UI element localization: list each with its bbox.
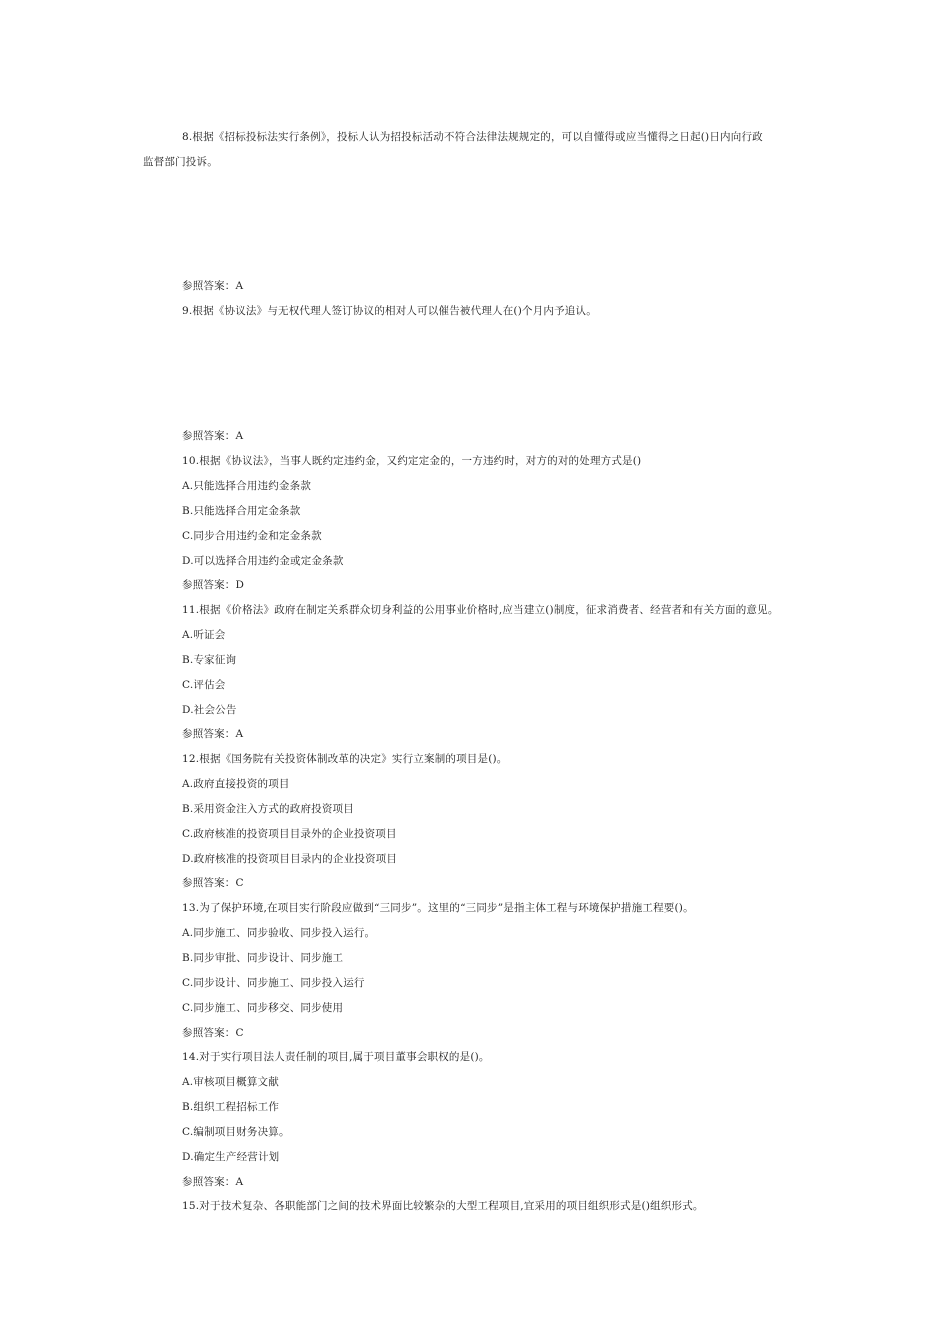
option-12-d: D.政府核准的投资项目目录内的企业投资项目	[182, 853, 398, 865]
answer-14: 参照答案：A	[182, 1176, 244, 1188]
option-14-b: B.组织工程招标工作	[182, 1101, 280, 1113]
question-10: 10.根据《协议法》，当事人既约定违约金，又约定定金的，一方违约时，对方的对的处理方式是()	[182, 455, 642, 467]
question-8-line2: 监督部门投诉。	[143, 156, 218, 168]
option-10-d: D.可以选择合用违约金或定金条款	[182, 555, 344, 567]
question-12: 12.根据《国务院有关投资体制改革的决定》实行立案制的项目是()。	[182, 753, 508, 765]
question-14: 14.对于实行项目法人责任制的项目,属于项目董事会职权的是()。	[182, 1051, 490, 1063]
answer-10: 参照答案：D	[182, 579, 245, 591]
question-15: 15.对于技术复杂、各职能部门之间的技术界面比较繁杂的大型工程项目,宜采用的项目组织形式是()组织形式。	[182, 1200, 704, 1212]
answer-8: 参照答案：A	[182, 280, 244, 292]
option-11-c: C.评估会	[182, 679, 226, 691]
option-12-c: C.政府核准的投资项目目录外的企业投资项目	[182, 828, 397, 840]
option-11-d: D.社会公告	[182, 704, 237, 716]
option-11-a: A.听证会	[182, 629, 226, 641]
question-13: 13.为了保护环境,在项目实行阶段应做到“三同步”。这里的“三同步”是指主体工程与环境保护措施工程要()。	[182, 902, 694, 914]
option-14-c: C.编制项目财务决算。	[182, 1126, 290, 1138]
answer-11: 参照答案：A	[182, 728, 244, 740]
option-12-b: B.采用资金注入方式的政府投资项目	[182, 803, 354, 815]
option-10-c: C.同步合用违约金和定金条款	[182, 530, 322, 542]
option-10-b: B.只能选择合用定金条款	[182, 505, 301, 517]
option-14-a: A.审核项目概算文献	[182, 1076, 279, 1088]
option-11-b: B.专家征询	[182, 654, 237, 666]
option-13-d: C.同步施工、同步移交、同步使用	[182, 1002, 344, 1014]
option-13-b: B.同步审批、同步设计、同步施工	[182, 952, 344, 964]
option-13-a: A.同步施工、同步验收、同步投入运行。	[182, 927, 376, 939]
question-9: 9.根据《协议法》与无权代理人签订协议的相对人可以催告被代理人在()个月内予追认。	[182, 305, 597, 317]
answer-12: 参照答案：C	[182, 877, 244, 889]
answer-13: 参照答案：C	[182, 1027, 244, 1039]
answer-9: 参照答案：A	[182, 430, 244, 442]
option-14-d: D.确定生产经营计划	[182, 1151, 280, 1163]
option-13-c: C.同步设计、同步施工、同步投入运行	[182, 977, 365, 989]
option-12-a: A.政府直接投资的项目	[182, 778, 290, 790]
option-10-a: A.只能选择合用违约金条款	[182, 480, 312, 492]
question-11: 11.根据《价格法》政府在制定关系群众切身利益的公用事业价格时,应当建立()制度，征求消费者、经营者和有关方面的意见。	[182, 604, 779, 616]
question-8-line1: 8.根据《招标投标法实行条例》，投标人认为招投标活动不符合法律法规规定的，可以自懂得或应当懂得之日起()日内向行政	[182, 131, 763, 143]
